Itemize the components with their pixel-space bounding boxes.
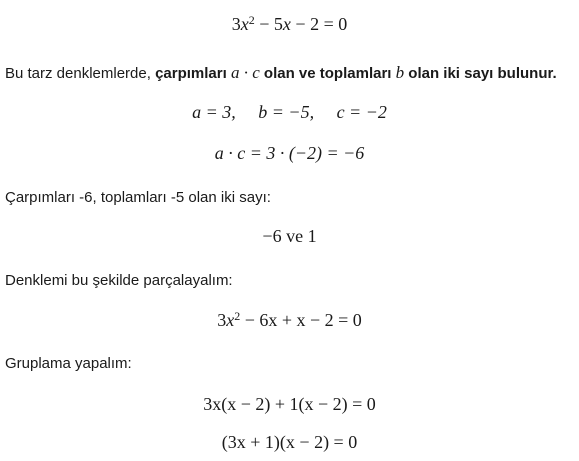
split-label: Denklemi bu şekilde parçalayalım: — [5, 272, 233, 289]
split-exponent: 2 — [234, 309, 241, 323]
equation-exponent: 2 — [248, 13, 255, 27]
intro-math-2: b — [395, 63, 405, 82]
question: Çarpımları -6, toplamları -5 olan iki sayı: — [5, 189, 271, 206]
equation-rest-var: x — [282, 14, 291, 34]
pair: −6 ve 1 — [262, 226, 317, 246]
intro-bold-2: olan ve toplamları — [259, 65, 396, 82]
equation-lead: 3 — [231, 14, 241, 34]
split-rest: − 6x + x − 2 = 0 — [240, 310, 362, 330]
equation-rest: − 5 — [254, 14, 283, 34]
product: a · c = 3 · (−2) = −6 — [214, 143, 365, 163]
intro-math: a · c — [230, 63, 260, 82]
split-lead: 3 — [217, 310, 227, 330]
equation-tail: − 2 = 0 — [290, 14, 348, 34]
factored-equation: (3x + 1)(x − 2) = 0 — [221, 432, 358, 452]
split-lead-var: x — [226, 310, 235, 330]
equation — [0, 14, 579, 35]
equation-lead-var: x — [240, 14, 249, 34]
split-equation — [0, 310, 579, 331]
coefficients: a = 3, b = −5, c = −2 — [192, 102, 387, 122]
intro-bold-1: çarpımları — [155, 65, 231, 82]
group-label: Gruplama yapalım: — [5, 355, 132, 372]
intro-bold-3: olan iki sayı bulunur. — [404, 65, 557, 82]
grouped-equation: 3x(x − 2) + 1(x − 2) = 0 — [203, 394, 376, 414]
intro-plain: Bu tarz denklemlerde, — [5, 65, 156, 82]
intro-paragraph — [5, 63, 557, 83]
